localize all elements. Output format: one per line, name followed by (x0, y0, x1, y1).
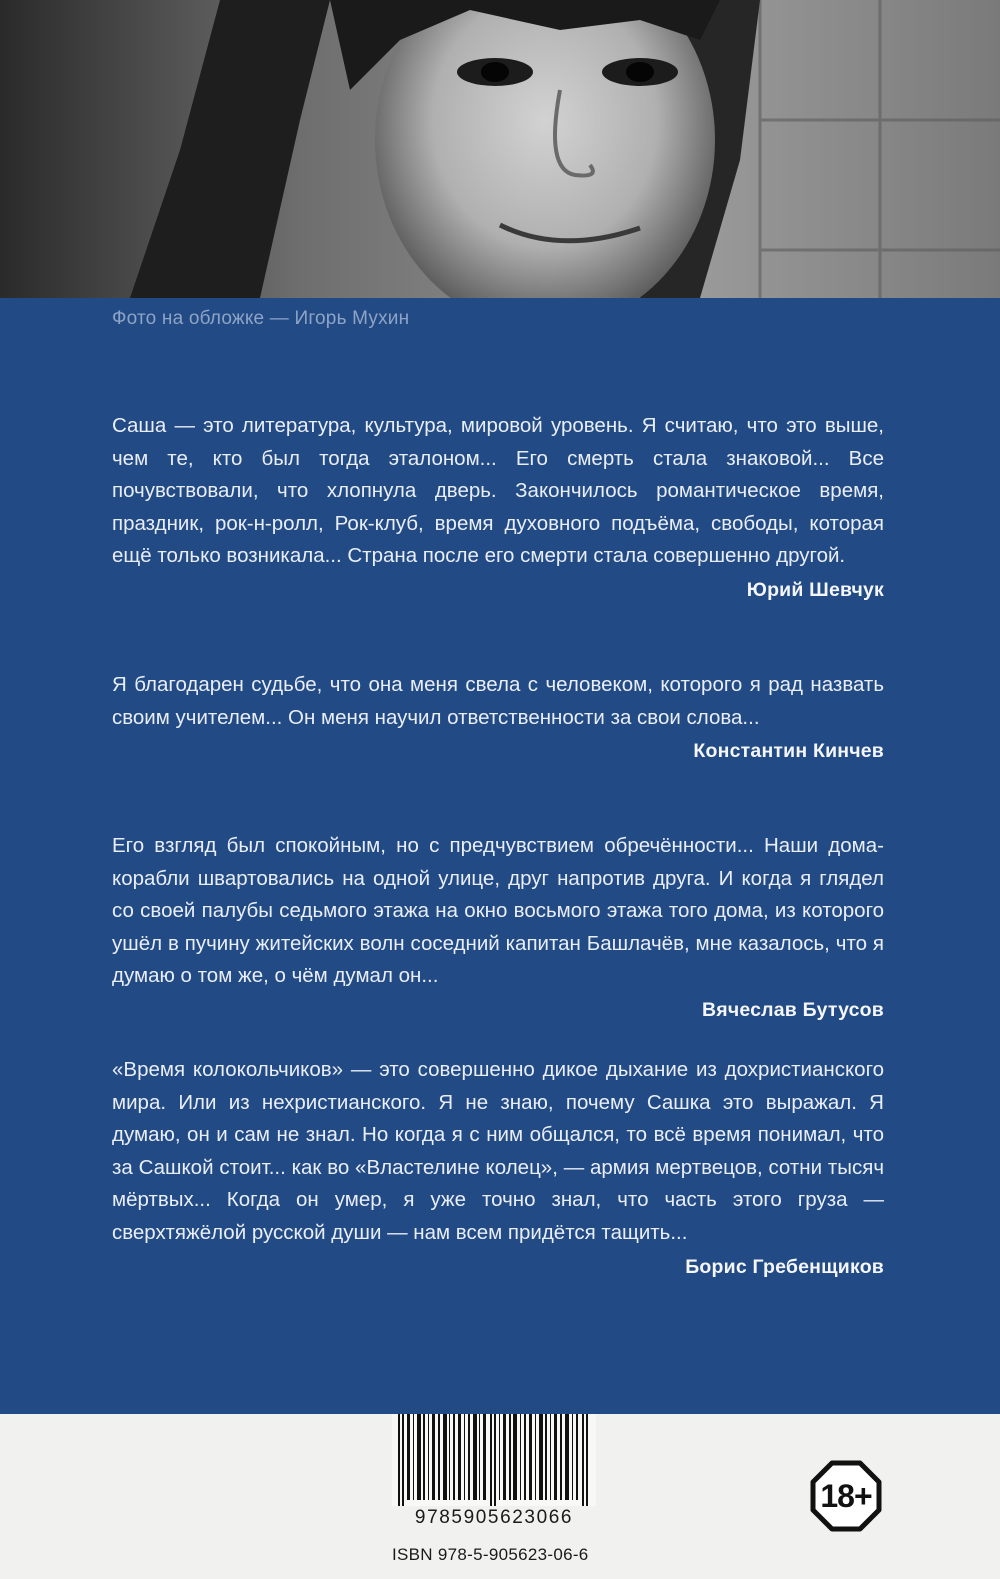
quote-text: Я благодарен судьбе, что она меня свела с человеком, которого я рад назвать своим учителем... Он меня научил ответственности за свои слова... (112, 673, 884, 729)
quote-2 (112, 669, 884, 768)
quote-3 (112, 830, 884, 1027)
quote-author: Вячеслав Бутусов (701, 998, 884, 1021)
quote-author: Константин Кинчев (693, 740, 884, 763)
age-rating-badge (810, 1460, 882, 1532)
quote-text: Его взгляд был спокойным, но с предчувствием обречённости... Наши дома-корабли швартовались на одной улице, друг напротив друга. И когда я глядел со своей палубы седьмого этажа на окно восьмого этажа того дома, из которого ушёл в пучину житейских волн соседний капитан Башлачёв, мне казалось, что я думаю о том же, о чём думал он... (112, 834, 884, 988)
quote-4 (112, 1054, 884, 1283)
quote-author: Борис Гребенщиков (685, 1255, 884, 1278)
quote-text: Саша — это литература, культура, мировой уровень. Я считаю, что это выше, чем те, кто был тогда эталоном... Его смерть стала знаковой... Все почувствовали, что хлопнула дверь. Закончилось романтическое время, праздник, рок-н-ролл, Рок-клуб, время духовного подъёма, свободы, которая ещё только возникала... Страна после его смерти стала совершенно другой. (112, 414, 884, 568)
age-rating-label: 18+ (820, 1478, 872, 1514)
cover-photo (0, 0, 1000, 298)
barcode-number: 9785905623066 (414, 1507, 574, 1528)
quote-author: Юрий Шевчук (746, 578, 884, 601)
barcode-icon (392, 1414, 596, 1506)
portrait-photo-icon (0, 0, 1000, 298)
quote-text: «Время колокольчиков» — это совершенно дикое дыхание из дохристианского мира. Или из нехристианского. Я не знаю, почему Сашка это выражал. Я думаю, он и сам не знал. Но когда я с ним общался, то всё время понимал, что за Сашкой стоит... как во «Властелине колец», — армия мертвецов, сотни тысяч мёртвых... Когда он умер, я уже точно знал, что часть этого груза — сверхтяжёлой русской души — нам всем придётся тащить... (112, 1058, 884, 1244)
quote-1 (112, 410, 884, 607)
photo-credit: Фото на обложке — Игорь Мухин (112, 308, 410, 329)
barcode-area (0, 1414, 1000, 1579)
isbn-label: ISBN 978-5-905623-06-6 (392, 1545, 589, 1564)
